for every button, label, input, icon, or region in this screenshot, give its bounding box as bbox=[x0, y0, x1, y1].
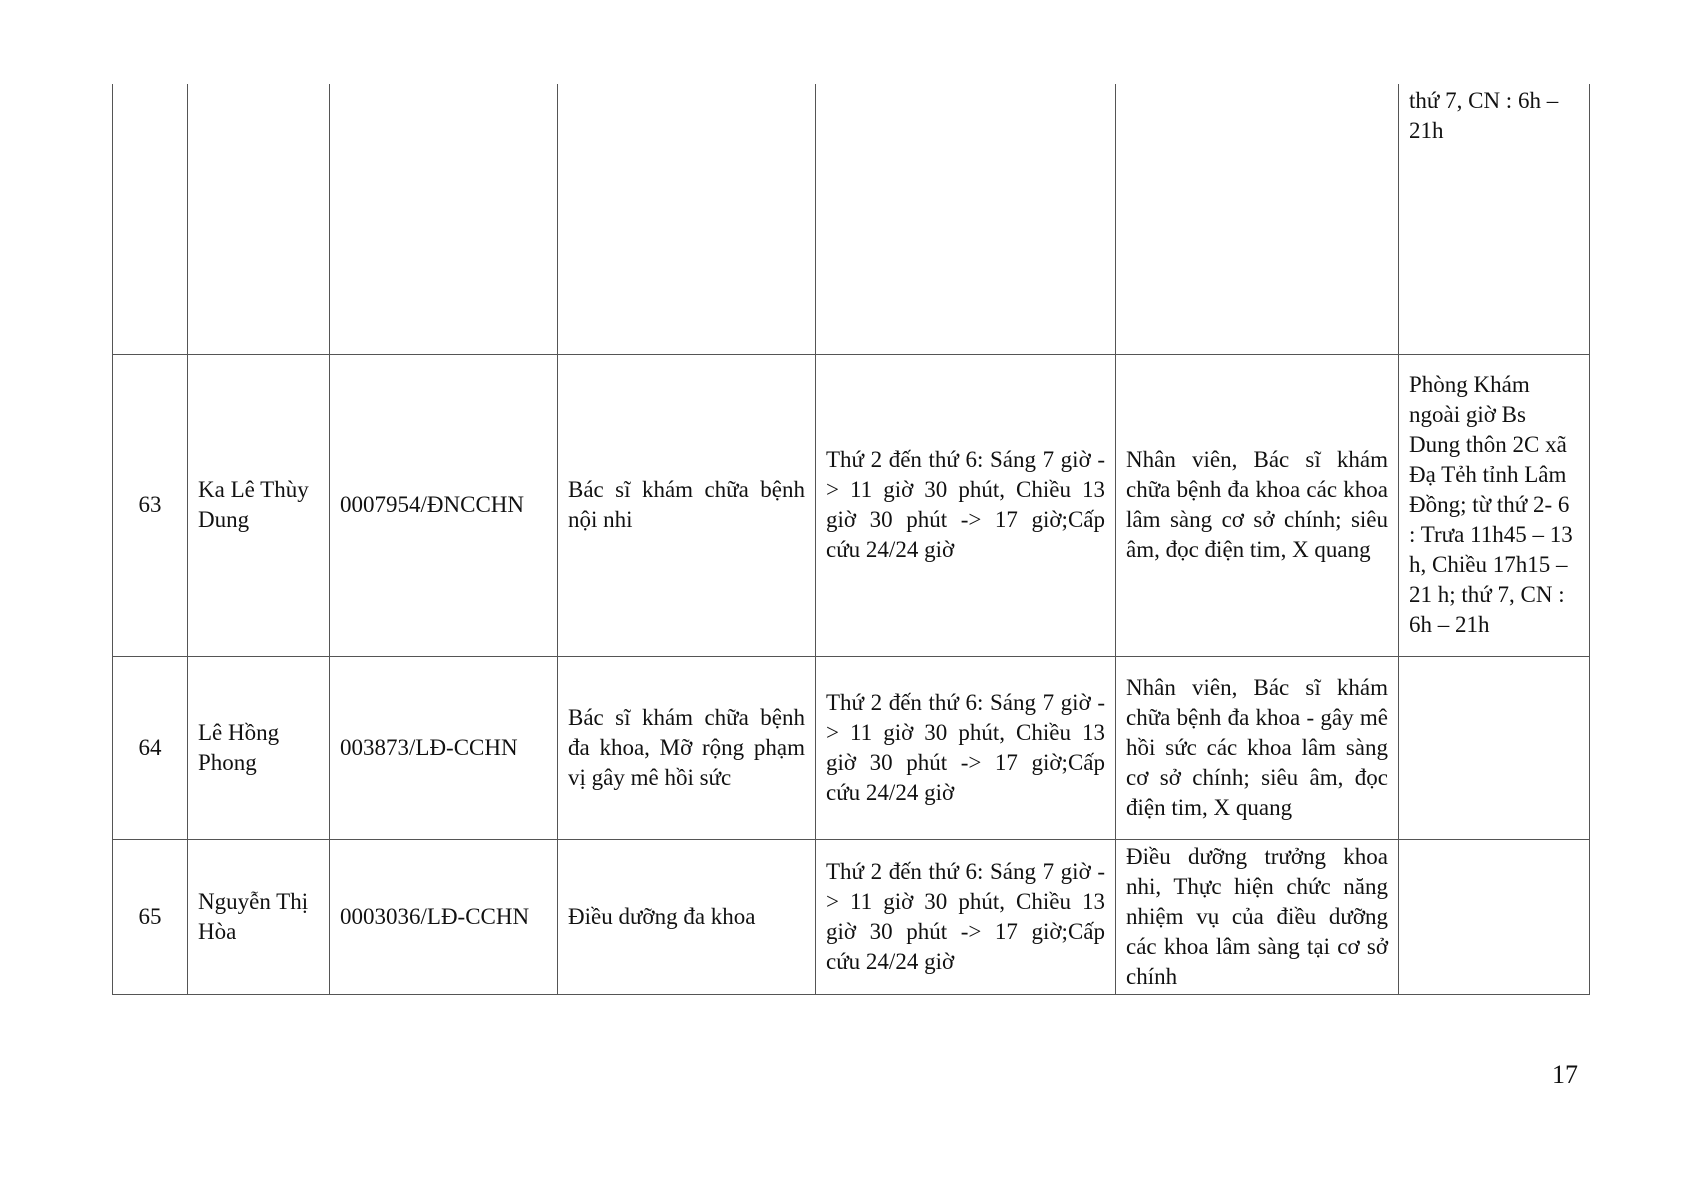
cell-stt bbox=[113, 84, 188, 354]
cell-schedule bbox=[816, 84, 1116, 354]
cell-scope: Bác sĩ khám chữa bệnh đa khoa, Mỡ rộng phạm vị gây mê hồi sức bbox=[558, 656, 816, 839]
cell-license: 003873/LĐ-CCHN bbox=[330, 656, 558, 839]
cell-other-hours: thứ 7, CN : 6h – 21h bbox=[1399, 84, 1590, 354]
cell-schedule: Thứ 2 đến thứ 6: Sáng 7 giờ -> 11 giờ 30 phút, Chiều 13 giờ 30 phút -> 17 giờ;Cấp cứu 24/24 giờ bbox=[816, 839, 1116, 994]
cell-schedule: Thứ 2 đến thứ 6: Sáng 7 giờ -> 11 giờ 30 phút, Chiều 13 giờ 30 phút -> 17 giờ;Cấp cứu 24/24 giờ bbox=[816, 354, 1116, 656]
cell-license bbox=[330, 84, 558, 354]
staff-table bbox=[112, 84, 1590, 995]
cell-other-hours bbox=[1399, 656, 1590, 839]
cell-schedule: Thứ 2 đến thứ 6: Sáng 7 giờ -> 11 giờ 30 phút, Chiều 13 giờ 30 phút -> 17 giờ;Cấp cứu 24/24 giờ bbox=[816, 656, 1116, 839]
cell-other-hours bbox=[1399, 839, 1590, 994]
cell-other-hours: Phòng Khám ngoài giờ Bs Dung thôn 2C xã Đạ Tẻh tỉnh Lâm Đồng; từ thứ 2- 6 : Trưa 11h45 – 13 h, Chiều 17h15 – 21 h; thứ 7, CN : 6h – 21h bbox=[1399, 354, 1590, 656]
cell-scope: Điều dưỡng đa khoa bbox=[558, 839, 816, 994]
table-row bbox=[113, 354, 1590, 656]
cell-position: Điều dưỡng trưởng khoa nhi, Thực hiện chức năng nhiệm vụ của điều dưỡng các khoa lâm sàng tại cơ sở chính bbox=[1116, 839, 1399, 994]
page-number: 17 bbox=[1552, 1060, 1578, 1089]
cell-scope bbox=[558, 84, 816, 354]
cell-position: Nhân viên, Bác sĩ khám chữa bệnh đa khoa các khoa lâm sàng cơ sở chính; siêu âm, đọc điện tim, X quang bbox=[1116, 354, 1399, 656]
cell-name: Ka Lê Thùy Dung bbox=[188, 354, 330, 656]
cell-license: 0003036/LĐ-CCHN bbox=[330, 839, 558, 994]
cell-position: Nhân viên, Bác sĩ khám chữa bệnh đa khoa - gây mê hồi sức các khoa lâm sàng cơ sở chính; siêu âm, đọc điện tim, X quang bbox=[1116, 656, 1399, 839]
cell-position bbox=[1116, 84, 1399, 354]
table-row bbox=[113, 839, 1590, 994]
cell-stt: 63 bbox=[113, 354, 188, 656]
cell-license: 0007954/ĐNCCHN bbox=[330, 354, 558, 656]
cell-name: Nguyễn Thị Hòa bbox=[188, 839, 330, 994]
table-row bbox=[113, 656, 1590, 839]
cell-name bbox=[188, 84, 330, 354]
cell-stt: 64 bbox=[113, 656, 188, 839]
table-row-continuation bbox=[113, 84, 1590, 354]
cell-name: Lê Hồng Phong bbox=[188, 656, 330, 839]
cell-scope: Bác sĩ khám chữa bệnh nội nhi bbox=[558, 354, 816, 656]
cell-stt: 65 bbox=[113, 839, 188, 994]
